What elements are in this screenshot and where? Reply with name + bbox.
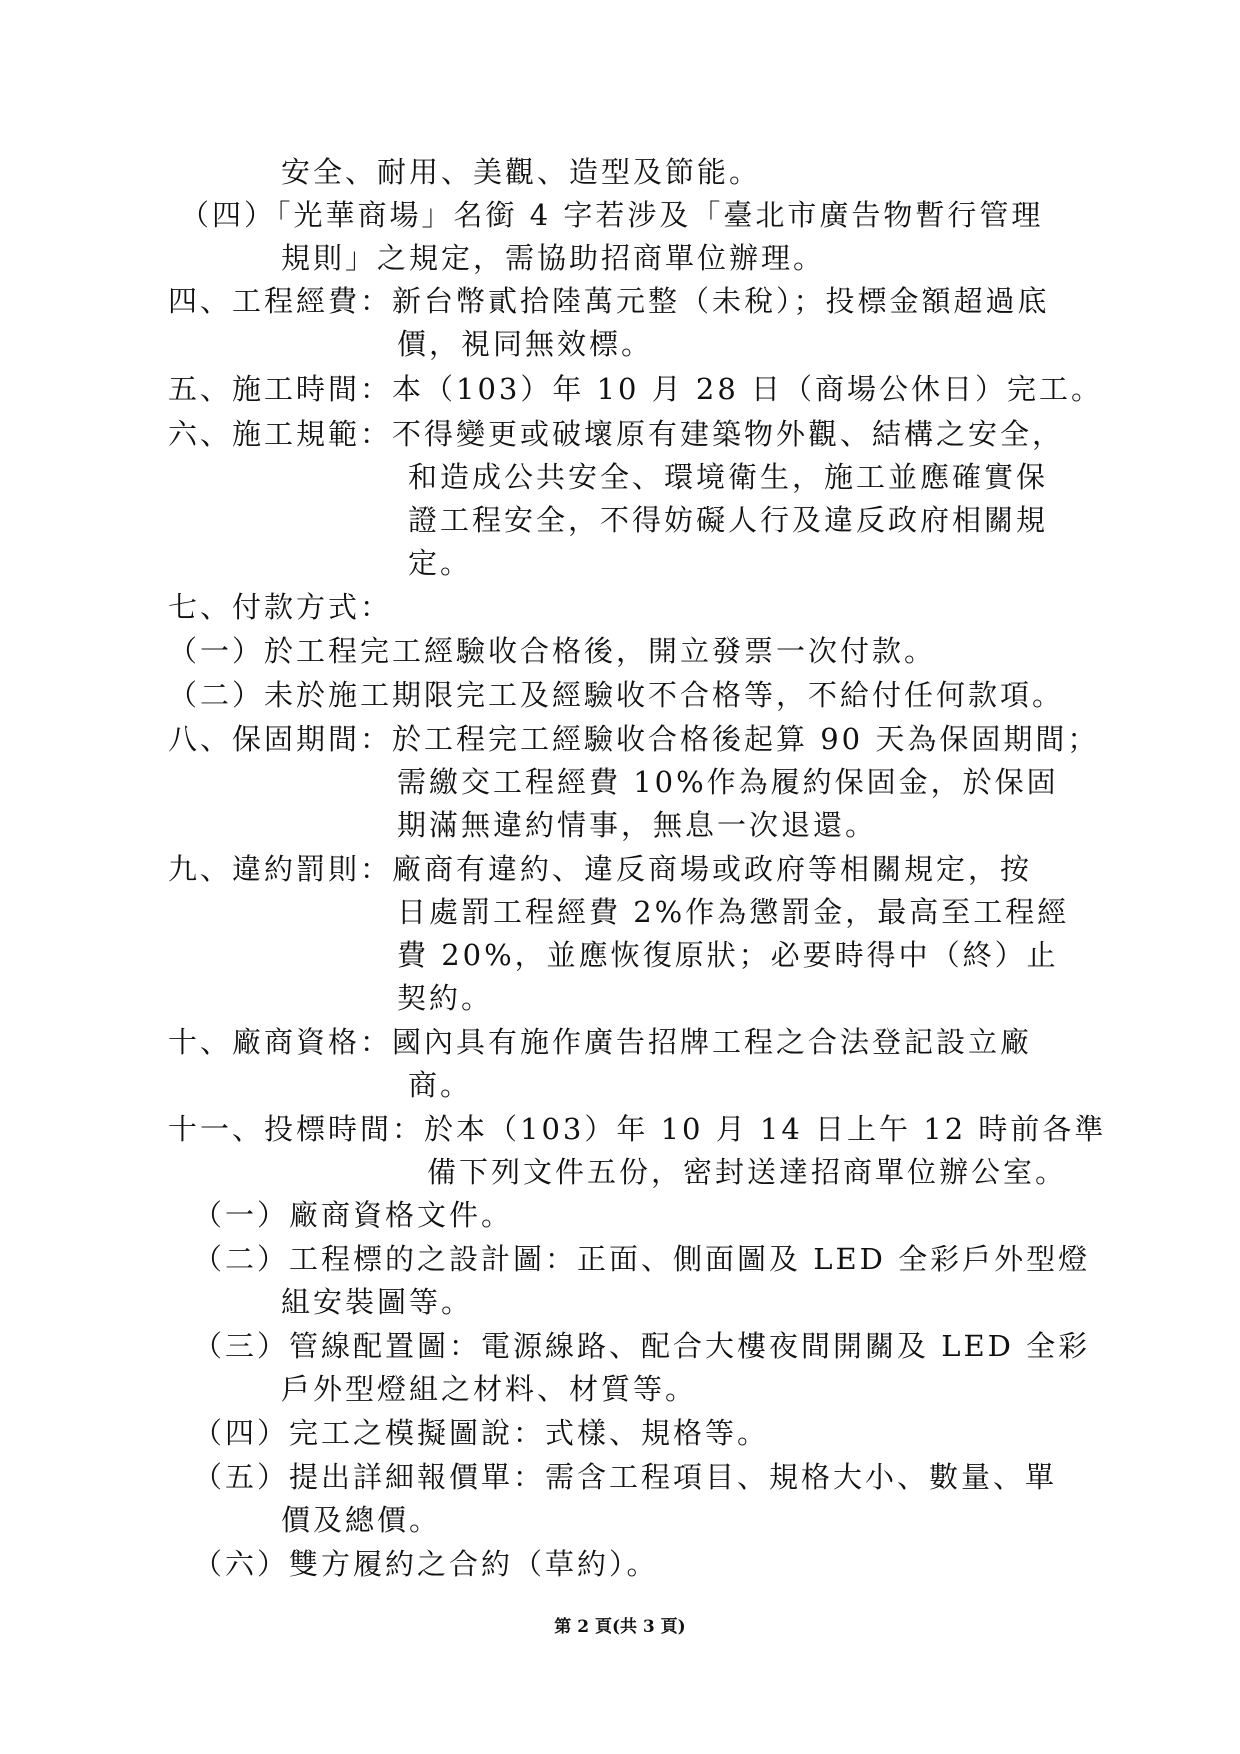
text-line: 價，視同無效標。: [397, 327, 654, 361]
text-line: 商。: [408, 1068, 473, 1102]
text-line: 定。: [408, 546, 473, 580]
text-line: （一）於工程完工經驗收合格後，開立發票一次付款。: [168, 634, 937, 668]
text-line: 安全、耐用、美觀、造型及節能。: [281, 155, 762, 189]
text-line: 證工程安全，不得妨礙人行及違反政府相關規: [408, 503, 1049, 537]
text-line: 和造成公共安全、環境衛生，施工並應確實保: [408, 460, 1049, 494]
text-line: 組安裝圖等。: [281, 1285, 474, 1319]
text-line: 五、施工時間：本（103）年 10 月 28 日（商場公休日）完工。: [168, 372, 1104, 406]
text-line: （三）管線配置圖：電源線路、配合大樓夜間開關及 LED 全彩: [193, 1329, 1091, 1363]
text-line: （二）未於施工期限完工及經驗收不合格等，不給付任何款項。: [168, 678, 1065, 712]
text-line: 規則」之規定，需協助招商單位辦理。: [281, 241, 826, 275]
text-line: （四）完工之模擬圖說：式樣、規格等。: [193, 1416, 770, 1450]
text-line: 十一、投標時間：於本（103）年 10 月 14 日上午 12 時前各準: [168, 1112, 1107, 1146]
text-line: （一）廠商資格文件。: [193, 1198, 514, 1232]
text-line: 七、付款方式：: [168, 590, 393, 624]
text-line: 四、工程經費：新台幣貳拾陸萬元整（未稅）；投標金額超過底: [168, 284, 1050, 318]
text-line: 需繳交工程經費 10%作為履約保固金，於保固: [397, 765, 1059, 799]
text-line: 價及總價。: [281, 1503, 442, 1537]
text-line: 契約。: [397, 981, 494, 1015]
text-line: 十、廠商資格：國內具有施作廣告招牌工程之合法登記設立廠: [168, 1025, 1033, 1059]
text-line: 九、違約罰則：廠商有違約、違反商場或政府等相關規定，按: [168, 852, 1033, 886]
text-line: 日處罰工程經費 2%作為懲罰金，最高至工程經: [397, 895, 1070, 929]
text-line: 費 20%，並應恢復原狀；必要時得中（終）止: [397, 938, 1059, 972]
text-line: （二）工程標的之設計圖：正面、側面圖及 LED 全彩戶外型燈: [193, 1242, 1091, 1276]
text-line: 戶外型燈組之材料、材質等。: [281, 1372, 698, 1406]
text-line: 八、保固期間：於工程完工經驗收合格後起算 90 天為保固期間；: [168, 722, 1100, 756]
text-line: （五）提出詳細報價單：需含工程項目、規格大小、數量、單: [193, 1460, 1058, 1494]
text-line: （六）雙方履約之合約（草約）。: [193, 1547, 659, 1581]
text-line: 備下列文件五份，密封送達招商單位辦公室。: [427, 1155, 1068, 1189]
page-number-footer: 第 2 頁(共 3 頁): [554, 1617, 686, 1637]
text-line: （四）「光華商場」名銜 4 字若涉及「臺北市廣告物暫行管理: [180, 198, 1044, 232]
text-line: 六、施工規範：不得變更或破壞原有建築物外觀、結構之安全，: [168, 417, 1065, 451]
text-line: 期滿無違約情事，無息一次退還。: [397, 808, 878, 842]
